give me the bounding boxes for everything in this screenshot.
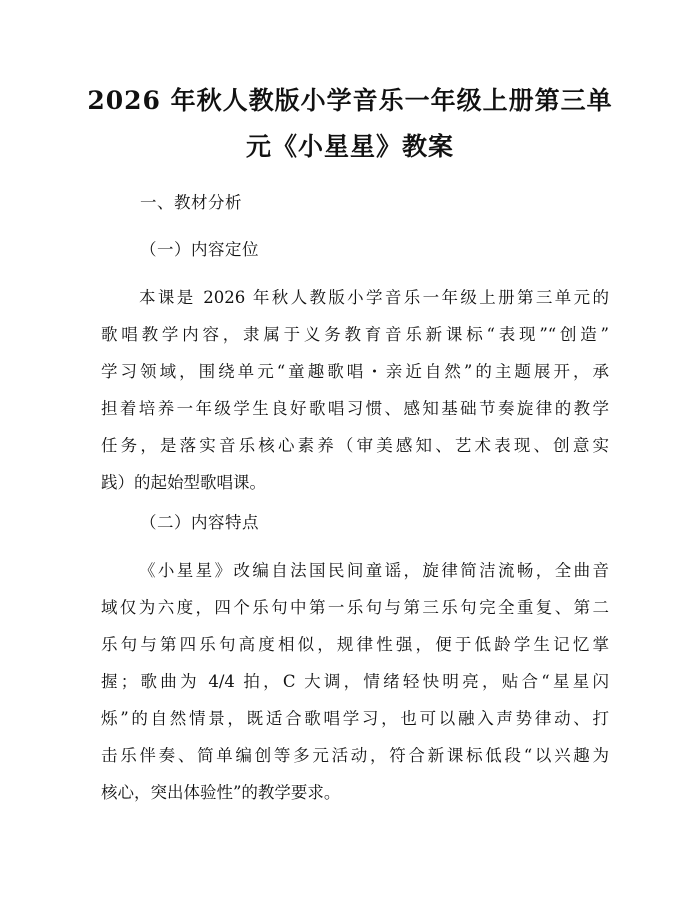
document-title-line-1: 2026 年秋人教版小学音乐一年级上册第三单 xyxy=(87,86,613,115)
paragraph-line: 域仅为六度，四个乐句中第一乐句与第三乐句完全重复、第二 xyxy=(101,598,609,617)
paragraph-line: 践）的起始型歌唱课。 xyxy=(101,473,266,492)
paragraph-content-positioning xyxy=(101,279,609,501)
paragraph-line: 击乐伴奏、简单编创等多元活动，符合新课标低段“以兴趣为 xyxy=(101,746,609,765)
paragraph-line: 核心，突出体验性”的教学要求。 xyxy=(101,783,341,802)
subsection-heading-content-features: （二）内容特点 xyxy=(140,513,259,532)
section-heading-analysis: 一、教材分析 xyxy=(140,193,242,212)
paragraph-line: 《小星星》改编自法国民间童谣，旋律简洁流畅，全曲音 xyxy=(139,561,609,580)
paragraph-line: 本课是 2026 年秋人教版小学音乐一年级上册第三单元的 xyxy=(139,288,609,307)
subsection-heading-content-positioning: （一）内容定位 xyxy=(140,240,259,259)
paragraph-content-features xyxy=(101,552,609,811)
paragraph-line: 任务，是落实音乐核心素养（审美感知、艺术表现、创意实 xyxy=(101,436,609,455)
paragraph-line: 烁”的自然情景，既适合歌唱学习，也可以融入声势律动、打 xyxy=(101,709,609,728)
paragraph-line: 担着培养一年级学生良好歌唱习惯、感知基础节奏旋律的教学 xyxy=(101,399,609,418)
paragraph-line: 学习领域，围绕单元“童趣歌唱・亲近自然”的主题展开，承 xyxy=(101,362,609,381)
document-title-line-2: 元《小星星》教案 xyxy=(245,132,454,161)
paragraph-line: 握；歌曲为 4/4 拍，C 大调，情绪轻快明亮，贴合“星星闪 xyxy=(101,672,609,691)
paragraph-line: 歌唱教学内容，隶属于义务教育音乐新课标“表现”“创造” xyxy=(101,325,609,344)
paragraph-line: 乐句与第四乐句高度相似，规律性强，便于低龄学生记忆掌 xyxy=(101,635,609,654)
